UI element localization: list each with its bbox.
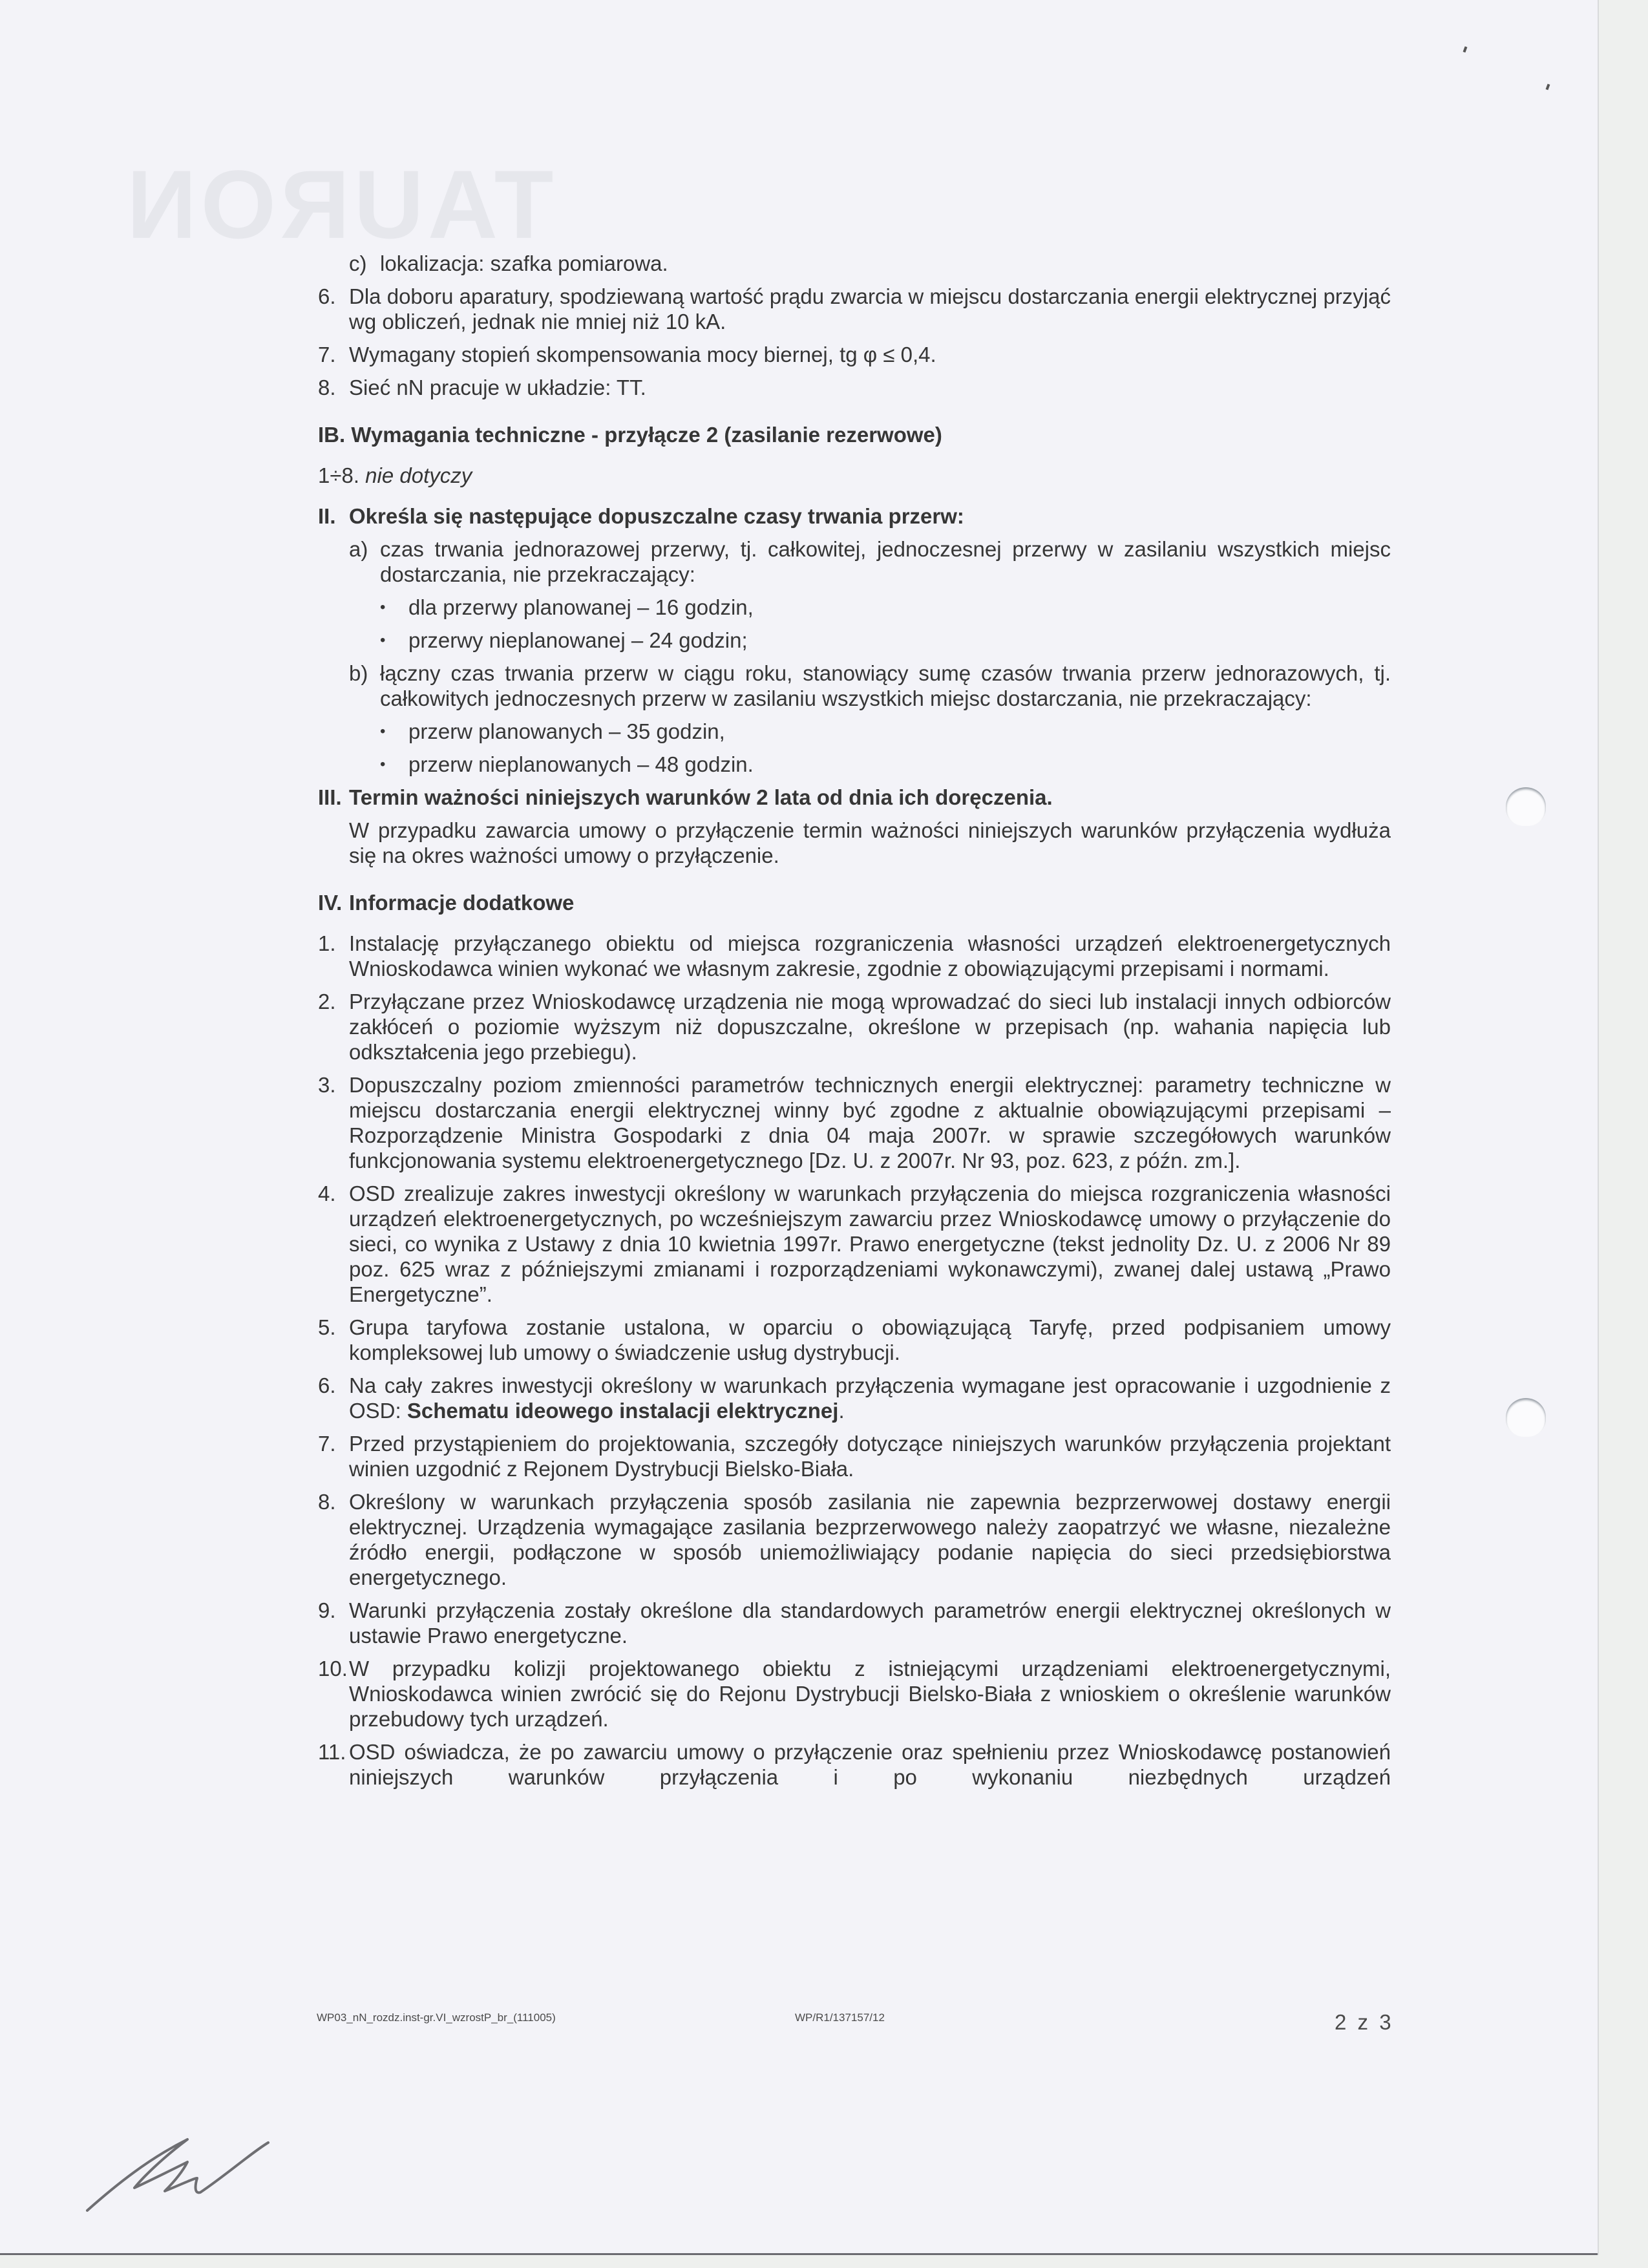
item-number: 8.: [318, 1490, 336, 1514]
section-number: IV.: [318, 891, 343, 915]
list-item: [318, 284, 1391, 334]
item-text: czas trwania jednorazowej przerwy, tj. całkowitej, jednoczesnej przerwy w zasilaniu wszystkich miejsc dostarczania, nie przekraczający:: [380, 537, 1391, 586]
item-text: W przypadku kolizji projektowanego obiektu z istniejącymi urządzeniami elektroenergetycznymi, Wnioskodawca winien zwrócić się do Rejonu Dystrybucji Bielsko-Biała z wnioskiem o określenie warunków przebudowy tych urządzeń.: [349, 1657, 1391, 1731]
sub-item-b: [349, 661, 1391, 711]
heading-text: Termin ważności niniejszych warunków 2 lata od dnia ich doręczenia.: [349, 785, 1053, 809]
item-text: Sieć nN pracuje w układzie: TT.: [349, 376, 646, 399]
item-text: Określony w warunkach przyłączenia sposób zasilania nie zapewnia bezprzerwowej dostawy energii elektrycznej. Urządzenia wymagające zasilania bezprzerwowego należy zaopatrzyć we własne, niezależne źródło energii, podłączone w sposób uniemożliwiający podanie napięcia do sieci przedsiębiorstwa energetycznego.: [349, 1490, 1391, 1589]
item-number: 6.: [318, 284, 336, 308]
section-iii-text: [349, 818, 1391, 868]
item-text: Grupa taryfowa zostanie ustalona, w oparciu o obowiązującą Taryfę, przed podpisaniem umowy kompleksowej lub umowy o świadczenie usług dystrybucji.: [349, 1315, 1391, 1364]
sub-item-a: [349, 536, 1391, 587]
item-text-main: Na cały zakres inwestycji określony w warunkach przyłączenia wymagane jest opracowanie i uzgodnienie z OSD:: [349, 1373, 1391, 1423]
bullet-text: przerw nieplanowanych – 48 godzin.: [408, 752, 754, 776]
item-text: łączny czas trwania przerw w ciągu roku, stanowiący sumę czasów trwania przerw jednorazowych, tj. całkowitych jednoczesnych przerw w zasilaniu wszystkich miejsc dostarczania, nie przekraczający:: [380, 661, 1391, 710]
item-number: 1.: [318, 931, 336, 955]
list-item: [318, 1315, 1391, 1365]
list-item: [318, 1181, 1391, 1307]
signature-icon: [84, 2114, 278, 2217]
list-item: [318, 1072, 1391, 1173]
list-item: [318, 1489, 1391, 1590]
list-item: [318, 1431, 1391, 1481]
item-number: 7.: [318, 343, 336, 366]
punch-hole-icon: [1506, 1398, 1546, 1437]
range-label: 1÷8.: [318, 463, 359, 487]
heading-text: Informacje dodatkowe: [349, 891, 575, 915]
item-number: 9.: [318, 1598, 336, 1622]
list-item: [318, 342, 1391, 367]
note-text: nie dotyczy: [365, 463, 472, 487]
document-body: [318, 251, 1391, 1790]
bullet-icon: •: [380, 631, 386, 649]
section-heading-ii: [318, 503, 1391, 529]
footer-template-code: WP03_nN_rozdz.inst-gr.VI_wzrostP_br_(111005): [317, 2011, 556, 2024]
scan-speck: [1463, 47, 1468, 53]
item-number: 2.: [318, 990, 336, 1013]
list-item: [318, 375, 1391, 400]
section-heading-iii: [318, 785, 1391, 810]
item-text: Dopuszczalny poziom zmienności parametrów technicznych energii elektrycznej: parametry techniczne w miejscu dostarczania energii elektrycznej winny być zgodne z aktualnie obowiązującymi przepisami – Rozporządzenie Ministra Gospodarki z dnia 04 maja 2007r. w sprawie szczegółowych warunków funkcjonowania systemu elektroenergetycznego [Dz. U. z 2007r. Nr 93, poz. 623, z późn. zm.].: [349, 1073, 1391, 1172]
footer-reference: WP/R1/137157/12: [795, 2011, 885, 2024]
list-item: [318, 931, 1391, 981]
item-label: b): [349, 661, 368, 685]
item-text: [349, 1373, 1391, 1423]
item-text: Instalację przyłączanego obiektu od miejsca rozgraniczenia własności urządzeń elektroenergetycznych Wnioskodawca winien wykonać we własnym zakresie, zgodnie z obowiązującymi przepisami i normami.: [349, 931, 1391, 980]
bullet-item: [380, 719, 1391, 744]
logo-watermark: TAURON: [123, 150, 554, 259]
item-text: Dla doboru aparatury, spodziewaną wartość prądu zwarcia w miejscu dostarczania energii elektrycznej przyjąć wg obliczeń, jednak nie mniej niż 10 kA.: [349, 284, 1391, 334]
item-text: lokalizacja: szafka pomiarowa.: [380, 251, 668, 275]
bullet-icon: •: [380, 723, 386, 740]
item-text-bold: Schematu ideowego instalacji elektrycznej: [407, 1399, 839, 1423]
punch-hole-icon: [1506, 787, 1546, 826]
item-number: 10.: [318, 1657, 348, 1680]
bullet-item: [380, 628, 1391, 653]
item-number: 5.: [318, 1315, 336, 1339]
item-number: 4.: [318, 1182, 336, 1205]
bullet-icon: •: [380, 599, 386, 616]
item-number: 7.: [318, 1432, 336, 1456]
bullet-text: przerwy nieplanowanej – 24 godzin;: [408, 628, 748, 652]
section-number: II.: [318, 504, 336, 528]
section-heading-ib: [318, 422, 1391, 447]
item-text-tail: .: [838, 1399, 845, 1423]
list-item: [318, 1598, 1391, 1648]
page-number: 2 z 3: [1335, 2010, 1394, 2034]
list-item: [318, 1373, 1391, 1423]
bullet-item: [380, 595, 1391, 620]
heading-text: IB. Wymagania techniczne - przyłącze 2 (zasilanie rezerwowe): [318, 423, 942, 447]
item-text: Wymagany stopień skompensowania mocy biernej, tg φ ≤ 0,4.: [349, 343, 936, 366]
list-item: [318, 989, 1391, 1065]
paragraph-text: W przypadku zawarcia umowy o przyłączenie termin ważności niniejszych warunków przyłączenia wydłuża się na okres ważności umowy o przyłączenie.: [349, 818, 1391, 867]
section-heading-iv: [318, 890, 1391, 915]
bullet-icon: •: [380, 756, 386, 773]
item-label: a): [349, 537, 368, 561]
scan-speck: [1546, 84, 1550, 90]
section-number: III.: [318, 785, 342, 809]
heading-text: Określa się następujące dopuszczalne czasy trwania przerw:: [349, 504, 964, 528]
item-text: Przyłączane przez Wnioskodawcę urządzenia nie mogą wprowadzać do sieci lub instalacji innych odbiorców zakłóceń o poziomie wyższym niż dopuszczalne, określone w przepisach (np. wahania napięcia lub odkształcenia jego przebiegu).: [349, 990, 1391, 1064]
list-item-5c: [349, 251, 1391, 276]
item-number: 3.: [318, 1073, 336, 1097]
bullet-text: przerw planowanych – 35 godzin,: [408, 719, 725, 743]
list-item: [318, 1656, 1391, 1732]
item-label: c): [349, 251, 367, 275]
item-number: 11.: [318, 1740, 346, 1764]
item-text: OSD zrealizuje zakres inwestycji określony w warunkach przyłączenia do miejsca rozgraniczenia własności urządzeń elektroenergetycznych, po wcześniejszym zawarciu przez Wnioskodawcę umowy o przyłączenie do sieci, co wynika z Ustawy z dnia 10 kwietnia 1997r. Prawo energetyczne (tekst jednolity Dz. U. z 2006 Nr 89 poz. 625 wraz z późniejszymi zmianami i rozporządzeniami wykonawczymi), zwanej dalej ustawą „Prawo Energetyczne”.: [349, 1182, 1391, 1306]
item-number: 8.: [318, 376, 336, 399]
item-text: Warunki przyłączenia zostały określone dla standardowych parametrów energii elektrycznej określonych w ustawie Prawo energetyczne.: [349, 1598, 1391, 1648]
item-number: 6.: [318, 1373, 336, 1397]
list-item: [318, 1739, 1391, 1790]
bullet-text: dla przerwy planowanej – 16 godzin,: [408, 595, 754, 619]
item-text: OSD oświadcza, że po zawarciu umowy o przyłączenie oraz spełnieniu przez Wnioskodawcę postanowień niniejszych warunków przyłączenia i po wykonaniu niezbędnych urządzeń: [349, 1740, 1391, 1789]
bullet-item: [380, 752, 1391, 777]
item-text: Przed przystąpieniem do projektowania, szczegóły dotyczące niniejszych warunków przyłączenia projektant winien uzgodnić z Rejonem Dystrybucji Bielsko-Biała.: [349, 1432, 1391, 1481]
section-ib-note: [318, 463, 1391, 488]
